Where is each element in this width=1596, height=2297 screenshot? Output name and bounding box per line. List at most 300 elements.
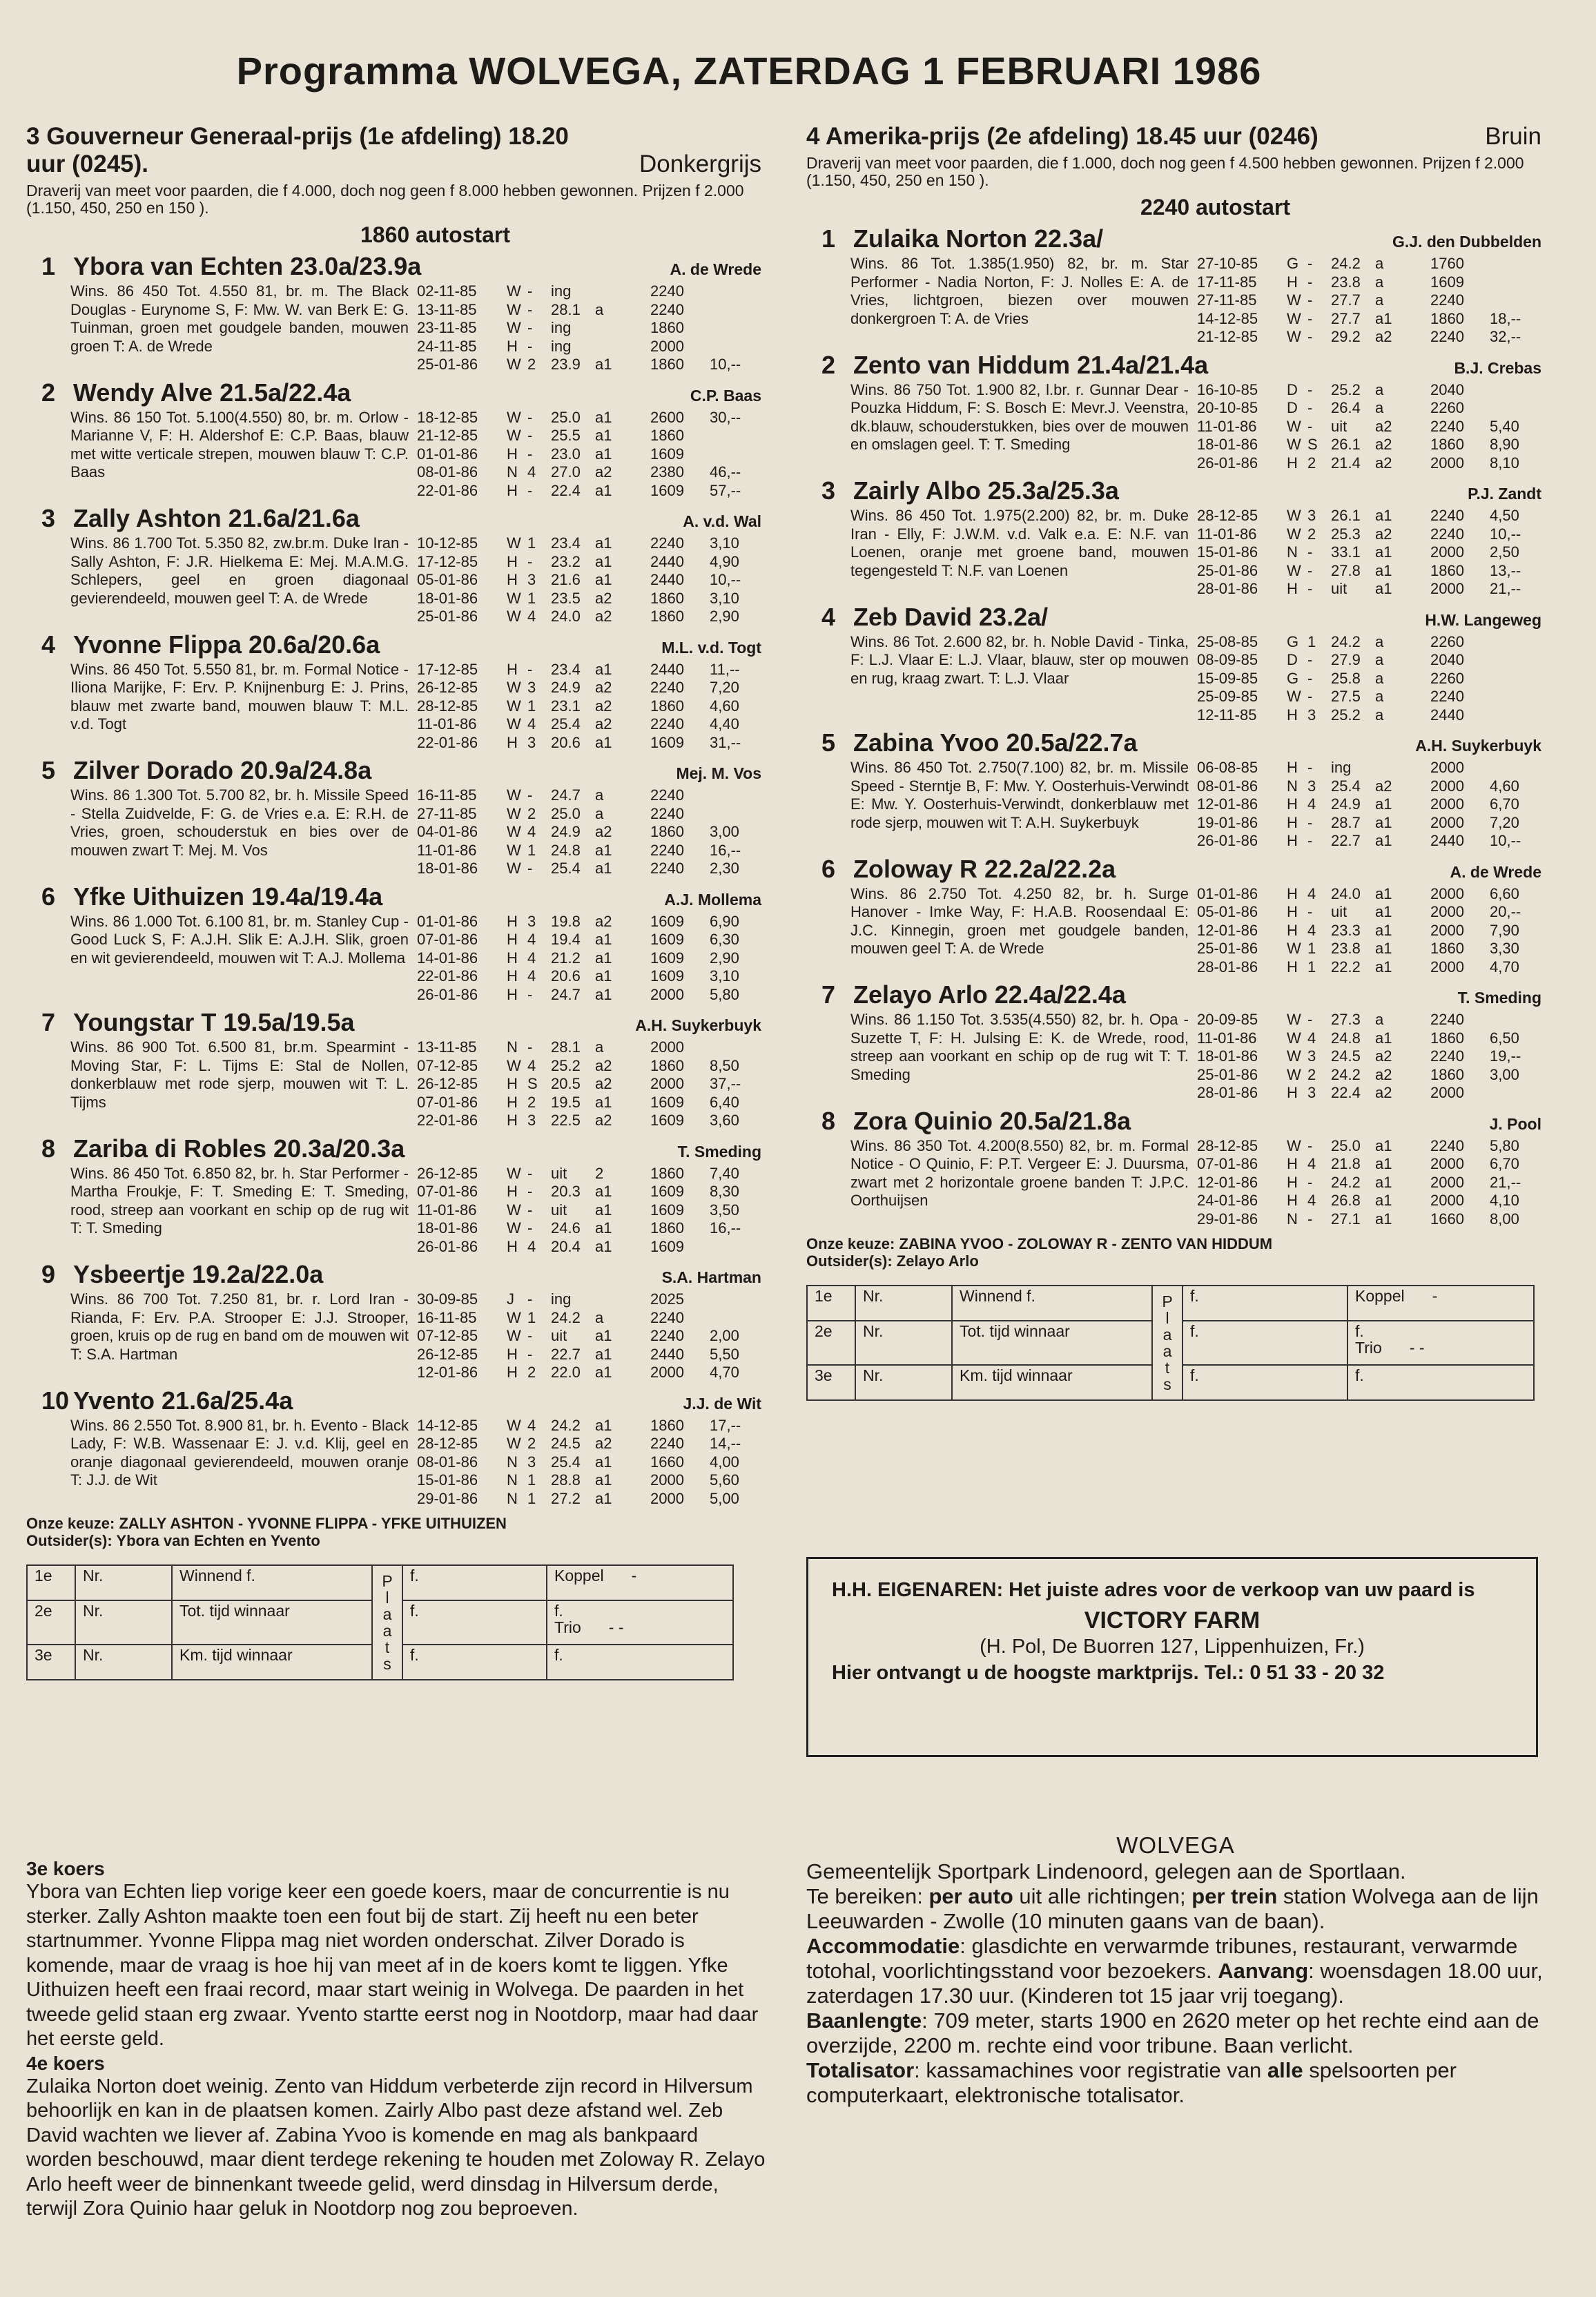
start-cell: 1860 [1430,1065,1464,1083]
start-cell: 2,00 [710,1327,739,1344]
start-cell [1403,670,1430,688]
start-cell: a1 [595,1453,612,1471]
start-cell [623,842,650,860]
start-cell: 11-01-86 [417,1201,477,1219]
start-cell: 2240 [1430,507,1464,524]
start-records [409,282,761,374]
start-row [417,608,761,626]
horse-header [806,728,1541,759]
start-cell: 3 [527,1112,536,1129]
horse-name: Yvonne Flippa 20.6a/20.6a [73,630,380,659]
start-cell: 2 [527,1364,536,1381]
horse-entry [26,882,761,1005]
start-cell: a1 [595,356,612,373]
start-cell: a2 [1375,436,1392,453]
start-row [417,931,761,949]
start-cell: 7,20 [1490,813,1519,831]
horse-header [26,504,761,534]
start-cell: a1 [595,1237,612,1255]
start-cell: 06-08-85 [1197,759,1258,776]
start-row [417,1435,761,1453]
start-row [1197,1210,1541,1229]
start-cell: 2240 [1430,688,1464,705]
horse-entry [806,224,1541,347]
start-cell: 3,30 [1490,940,1519,957]
start-cell [623,338,650,356]
start-cell: H [507,985,518,1003]
start-cell: a1 [595,571,612,588]
start-cell: 28-12-85 [1197,507,1258,524]
start-cell [1403,1174,1430,1192]
start-cell: 26-12-85 [417,1075,478,1092]
start-cell [710,786,758,805]
result-cell: Nr. [855,1321,952,1366]
start-cell: a1 [595,1345,612,1363]
start-row [417,1490,761,1509]
comment-text-4: Zulaika Norton doet weinig. Zento van Hiddum verbeterde zijn record in Hilversum behoorlijk en kan in de plaatsen komen. Zairly Albo past deze afstand wel. Zeb David wachten we liever af. Zabina Yvoo is komende en mag als bankpaard worden beschouwd, maar dient terdege rekening te houden met Zoloway R. Zelayo Arlo heeft weer de binnenkant tweede gelid, werd dinsdag in Hilversum derde, terwijl Zora Quinio haar geluk in Nootdorp nog zou beproeven. [26,2075,766,2220]
start-cell: 19-01-86 [1197,813,1258,831]
start-cell: 1860 [650,1164,684,1182]
start-row [417,301,761,320]
start-cell: 2000 [650,1471,684,1489]
start-cell: 2240 [650,1308,684,1326]
start-cell: W [507,282,521,300]
start-cell [623,534,650,553]
race-color: Bruin [1485,123,1541,150]
our-choice: Onze keuze: ZABINA YVOO - ZOLOWAY R - ZENTO VAN HIDDUM [806,1235,1273,1252]
start-cell: a [595,1038,604,1056]
start-cell: 4 [527,931,536,948]
start-cell: D [1287,651,1298,668]
start-cell: W [1287,417,1301,435]
start-cell: D [1287,399,1298,416]
start-cell: uit [1331,580,1347,597]
start-records [409,1038,761,1130]
start-cell: 2000 [1430,958,1464,976]
start-cell: a2 [595,1075,612,1092]
start-cell: 4,90 [710,552,739,570]
start-cell: a [595,786,604,804]
start-cell: a1 [1375,1155,1392,1172]
result-cell: 2e [27,1600,75,1645]
start-cell: 46,-- [710,463,741,481]
result-cell: Winnend f. [952,1286,1152,1321]
horse-description: Wins. 86 150 Tot. 5.100(4.550) 80, br. m. Orlow - Marianne V, F: H. Aldershof E: C.P. Baas, blauw met witte verticale strepen, mouwen blauw T: C.P. Baas [70,408,409,481]
start-records [1189,507,1541,599]
start-row [1197,903,1541,922]
start-cell: H [507,1183,518,1200]
trio-line [554,1619,726,1636]
start-cell: W [507,823,521,840]
start-cell: N [1287,777,1298,795]
horse-entry [806,351,1541,473]
start-cell [710,445,758,464]
start-cell [710,1309,758,1328]
start-cell: 1609 [650,1183,684,1200]
start-cell: 10-12-85 [417,534,478,552]
start-cell: H [1287,273,1298,291]
start-cell: 20.4 [551,1237,581,1255]
horse-driver: H.W. Langeweg [1425,610,1541,629]
start-cell: H [507,1364,518,1381]
horse-header [806,476,1541,507]
horse-name: Zariba di Robles 20.3a/20.3a [73,1134,405,1163]
start-records [409,913,761,1005]
start-cell: 8,30 [710,1183,739,1200]
start-cell: 2000 [1430,759,1464,776]
start-cell: 4,50 [1490,507,1519,524]
horse-driver: A. de Wrede [670,260,761,278]
start-row [417,1201,761,1220]
start-cell: 2000 [1430,1173,1464,1191]
start-cell: 2 [595,1164,604,1182]
start-cell [1403,885,1430,904]
start-cell: N [507,1453,518,1471]
start-cell: 2240 [1430,1011,1464,1028]
start-cell: 1609 [650,912,684,930]
start-cell: a1 [1375,1173,1392,1191]
start-cell: 23.0 [551,445,581,463]
horse-body [26,1038,761,1130]
start-cell [1403,255,1430,273]
start-cell: 2240 [1430,328,1464,345]
start-cell: H [507,552,518,570]
start-cell [623,427,650,445]
start-cell: - [527,1164,533,1182]
horse-body [806,759,1541,851]
start-cell: a1 [1375,940,1392,957]
horse-driver: M.L. v.d. Togt [661,638,761,657]
start-cell: a2 [595,679,612,696]
horse-number: 5 [821,728,836,757]
start-cell: 4,10 [1490,1192,1519,1209]
start-cell: S [527,1075,538,1092]
start-cell [1490,670,1538,688]
start-cell: 27-11-85 [417,804,477,822]
horse-description: Wins. 86 350 Tot. 4.200(8.550) 82, br. m. Formal Notice - O Quinio, F: P.T. Vergeer E: J. Duursma, zwart met 2 horizontale groene banden T: J.P.C. Oorthuijsen [850,1136,1189,1209]
pool-cell [547,1645,733,1680]
start-cell: 1860 [1430,1029,1464,1047]
start-cell [623,1201,650,1220]
start-cell: a1 [1375,1136,1392,1154]
start-cell: 25-01-86 [417,608,478,625]
start-row [1197,562,1541,581]
start-cell [1490,291,1538,310]
start-cell: 4 [527,1237,536,1255]
start-row [417,1057,761,1076]
start-cell: 1860 [1430,940,1464,957]
start-cell: - [1307,1136,1313,1154]
start-cell: a1 [1375,1210,1392,1228]
start-cell: a2 [1375,1047,1392,1065]
horse-list [26,252,761,1508]
start-cell: - [1307,291,1313,309]
comment-heading-4: 4e koers [26,2052,105,2074]
start-cell: - [1307,1210,1313,1228]
horse-body [806,381,1541,473]
start-cell [1403,922,1430,940]
start-cell: 26-12-85 [417,679,478,696]
comment-text-3: Ybora van Echten liep vorige keer een goede koers, maar de concurrentie is nu sterker. Zally Ashton maakte toen een fout bij de start. Zij heeft nu een beter startnummer. Yvonne Flippa mag niet worden onderschat. Zilver Dorado is komende, maar de vraag is hoe hij van meet af in de koers komt te liggen. Yfke Uithuizen heeft een fraai record, maar start weinig in Wolvega. De paarden in het tweede gelid staan erg zwaar. Yvento startte eerst nog in Nootdorp, maar had daar het eerste geld. [26,1881,759,2050]
start-cell: 2000 [650,1038,684,1056]
race-comments [26,1857,768,2222]
venue-title: WOLVEGA [1116,1832,1235,1858]
start-cell [1403,1137,1430,1156]
start-cell: a1 [595,967,612,985]
start-cell: 6,40 [710,1093,739,1111]
start-cell: 2240 [650,300,684,318]
start-cell: 20.3 [551,1183,581,1200]
payout-cell: f. [1183,1321,1347,1366]
start-cell: 27.7 [1331,309,1361,327]
start-cell: 20.5 [551,1075,581,1092]
start-cell: 23.8 [1331,940,1361,957]
trio-line [1355,1339,1526,1356]
horse-number: 8 [41,1134,56,1163]
start-cell: 1609 [650,967,684,985]
start-cell: 1860 [650,356,684,373]
start-cell: W [507,608,521,625]
start-row [417,1453,761,1472]
start-row [417,1075,761,1094]
start-cell [623,1238,650,1257]
start-row [417,571,761,590]
start-cell: 15-09-85 [1197,669,1258,687]
result-cell: Nr. [855,1365,952,1400]
start-cell: - [1307,561,1313,579]
start-cell: 20.6 [551,967,581,985]
start-cell: 25-09-85 [1197,688,1258,705]
start-cell: 22.2 [1331,958,1361,976]
koppel-dash: - [1432,1287,1438,1305]
horse-body [26,661,761,753]
start-cell: 22-01-86 [417,1112,478,1129]
race-4-column [806,123,1541,1401]
start-cell: 08-09-85 [1197,651,1258,668]
race-header [806,123,1541,151]
horse-driver: A. v.d. Wal [683,512,761,530]
horse-header [26,882,761,913]
start-cell: a1 [595,1183,612,1200]
start-cell: 22.0 [551,1364,581,1381]
start-cell: 24.7 [551,985,581,1003]
horse-header [806,351,1541,381]
start-cell: a1 [1375,958,1392,976]
start-row [1197,958,1541,977]
start-cell: a [1375,291,1384,309]
start-cell: H [507,445,518,463]
start-cell: 08-01-86 [417,1453,478,1471]
start-cell: 2000 [1430,777,1464,795]
start-row [1197,1155,1541,1174]
horse-description: Wins. 86 1.300 Tot. 5.700 82, br. h. Missile Speed - Stella Zuidvelde, F: G. de Vries e.a. E: R.H. de Vries, groen, schouderstuk en bies over de mouwen zwart T: Mej. M. Vos [70,786,409,859]
start-cell: H [1287,903,1298,920]
horse-number: 1 [821,224,836,253]
start-cell: a1 [595,552,612,570]
start-cell: 3 [527,912,536,930]
start-cell: 1860 [650,1416,684,1434]
start-cell: a1 [595,481,612,499]
start-cell: - [1307,380,1313,398]
start-cell: 07-01-86 [417,1093,478,1111]
start-cell: 3,50 [710,1201,739,1219]
start-cell: H [1287,706,1298,724]
start-cell [623,913,650,931]
start-cell: - [527,552,533,570]
start-cell [1403,525,1430,544]
start-cell: 23.1 [551,697,581,715]
start-cell: 10,-- [710,356,741,373]
start-cell: a2 [595,715,612,733]
start-cell [710,338,758,356]
start-cell: - [527,408,533,426]
start-cell: 2 [1307,454,1316,472]
autostart-distance: 1860 autostart [360,222,510,247]
start-cell: 2000 [1430,921,1464,939]
start-cell: W [507,1327,521,1344]
start-cell: 4 [527,1056,536,1074]
venue-info [806,1833,1545,2108]
horse-name: Zabina Yvoo 20.5a/22.7a [853,728,1138,757]
start-cell: 1 [1307,958,1316,976]
pool-cell [1347,1321,1534,1366]
start-cell [1403,310,1430,329]
start-cell: 2 [527,1435,536,1452]
start-row [1197,1047,1541,1066]
start-cell: 18-01-86 [417,1219,478,1237]
horse-number: 8 [821,1106,836,1135]
start-cell [710,805,758,824]
start-cell: 2240 [650,804,684,822]
start-cell: 37,-- [710,1075,741,1092]
start-cell: a1 [1375,921,1392,939]
start-cell: 4,70 [1490,958,1519,976]
start-cell: 4 [527,949,536,967]
start-cell: 1 [527,1489,536,1507]
start-cell: 1609 [650,1237,684,1255]
start-cell: 7,20 [710,679,739,696]
start-cell: 25-01-86 [1197,940,1258,957]
start-cell: 2240 [1430,1047,1464,1065]
start-row [417,823,761,842]
start-cell: a1 [1375,309,1392,327]
start-cell: 27.9 [1331,651,1361,668]
start-cell: 04-01-86 [417,823,478,840]
venue-totalisator: Totalisator: kassamachines voor registratie van alle spelsoorten per computerkaart, elektronische totalisator. [806,2058,1457,2107]
start-cell: H [507,1112,518,1129]
start-row [1197,454,1541,473]
start-cell: 26.1 [1331,436,1361,453]
start-cell: 12-01-86 [417,1364,478,1381]
start-cell: W [507,1308,521,1326]
start-cell: 19.8 [551,912,581,930]
start-cell: 14,-- [710,1435,741,1452]
result-row [807,1286,1534,1321]
start-cell: 2 [527,804,536,822]
start-cell: W [1287,525,1301,543]
start-cell: 1860 [650,319,684,336]
start-cell: H [507,1075,518,1092]
start-cell: W [1287,291,1301,309]
start-cell: 22.5 [551,1112,581,1129]
horse-number: 2 [41,378,56,407]
start-cell [595,319,623,338]
result-cell: Km. tijd winnaar [172,1645,372,1680]
start-cell: 26.8 [1331,1192,1361,1209]
start-row [1197,670,1541,688]
start-cell: W [507,408,521,426]
start-cell: a1 [1375,813,1392,831]
start-cell: a [1375,399,1384,416]
ad-intro: H.H. EIGENAREN: Het juiste adres voor de verkoop van uw paard is [832,1579,1475,1601]
start-cell: 4 [1307,1192,1316,1209]
start-cell [1490,273,1538,292]
start-cell: 28.1 [551,300,581,318]
result-cell: 3e [807,1365,855,1400]
start-cell: W [507,1435,521,1452]
start-cell: 2000 [650,337,684,355]
start-cell: 2240 [650,282,684,300]
horse-body [26,1290,761,1382]
horse-description: Wins. 86 2.550 Tot. 8.900 81, br. h. Evento - Black Lady, F: W.B. Wassenaar E: J. v.d. Klij, geel en oranje diagonaal gevierendeeld, mouwen oranje T: J.J. de Wit [70,1416,409,1489]
start-cell: 6,70 [1490,1155,1519,1172]
start-cell: H [1287,1173,1298,1191]
start-cell [1403,795,1430,814]
start-cell: 24-11-85 [417,337,477,355]
pool-cell [1347,1365,1534,1400]
start-cell [1403,1084,1430,1103]
start-cell: a [595,300,604,318]
start-cell: 5,80 [1490,1136,1519,1154]
start-cell: 29-01-86 [1197,1210,1258,1228]
horse-name: Yvento 21.6a/25.4a [73,1386,293,1415]
start-cell: 28-01-86 [1197,958,1258,976]
start-cell: 24.8 [1331,1029,1361,1047]
start-row [1197,1137,1541,1156]
start-cell: 22.4 [1331,1084,1361,1101]
start-cell: a1 [1375,903,1392,920]
start-records [409,1290,761,1382]
start-cell: 07-12-85 [417,1327,478,1344]
start-cell: 12-01-86 [1197,1173,1258,1191]
start-records [409,409,761,501]
start-row [1197,543,1541,562]
start-cell [623,931,650,949]
result-cell: Nr. [855,1286,952,1321]
start-cell: 3 [1307,706,1316,724]
horse-body [806,507,1541,599]
start-cell: a1 [595,733,612,751]
horse-body [26,534,761,626]
start-cell: a [1375,632,1384,650]
start-cell: a1 [1375,1029,1392,1047]
start-cell: 25.4 [551,1453,581,1471]
start-cell [623,661,650,679]
start-cell: 3 [527,733,536,751]
start-cell: 01-01-86 [417,912,478,930]
start-cell [1403,903,1430,922]
start-cell: 25.0 [551,408,581,426]
start-cell: G [1287,669,1299,687]
start-cell: 25.5 [551,427,581,444]
start-cell: 2000 [1430,1192,1464,1209]
horse-number: 3 [821,476,836,505]
start-cell: - [1307,903,1313,920]
horse-header [26,1008,761,1038]
start-cell [623,1112,650,1130]
start-cell [623,1075,650,1094]
start-cell: 2000 [1430,813,1464,831]
